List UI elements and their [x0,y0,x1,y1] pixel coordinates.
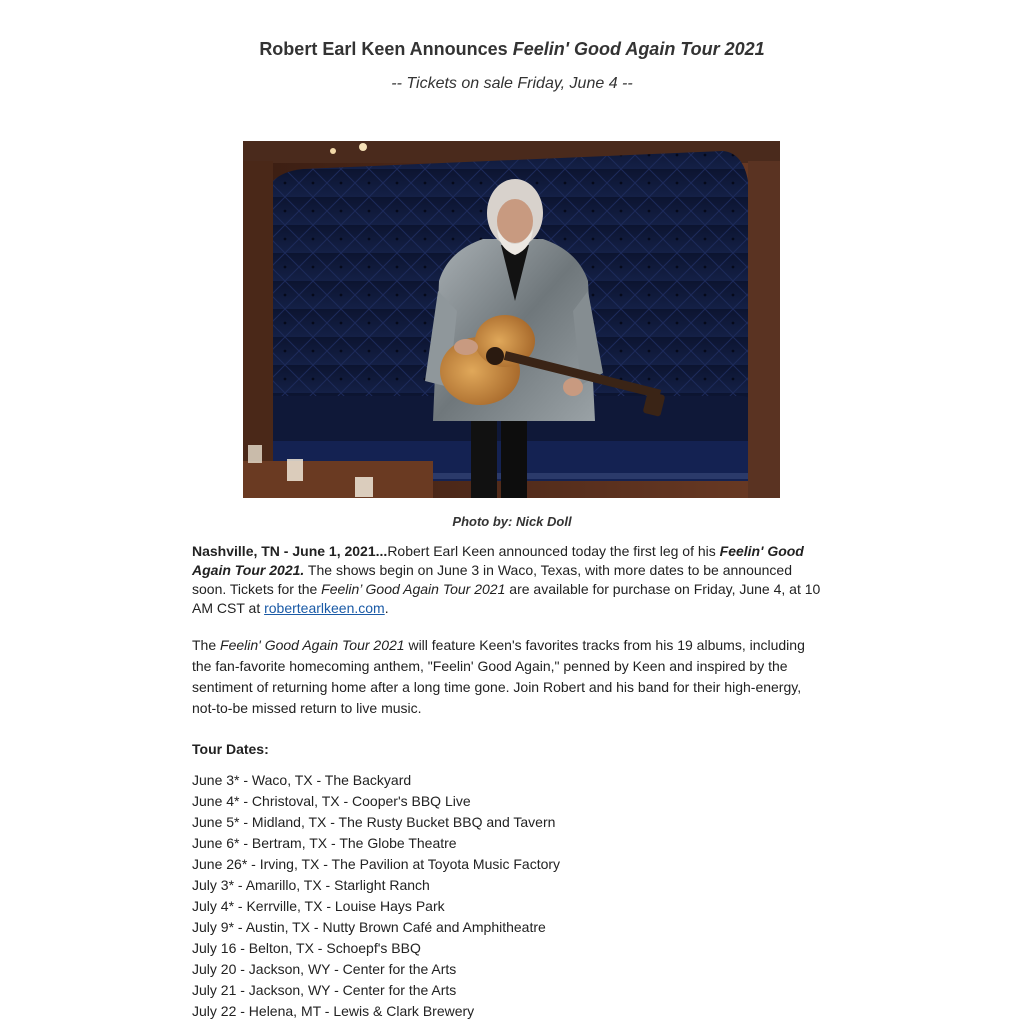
headline-prefix: Robert Earl Keen Announces [259,39,513,59]
announcement-text-2: The shows begin on June 3 in Waco, Texas, with more dates to be announced soon. Tickets for the [192,562,793,597]
headline-tour-name: Feelin' Good Again Tour 2021 [512,39,765,59]
announcement-text-3: are available for purchase on Friday, June 4, at 10 AM CST at [192,581,821,616]
announcement-text-4: . [384,600,389,616]
tour-date-item: June 4* - Christoval, TX - Cooper's BBQ Live [192,793,471,809]
tour-date-item: June 3* - Waco, TX - The Backyard [192,772,412,788]
tour-date-item: July 22 - Helena, MT - Lewis & Clark Brewery [192,1003,475,1019]
website-link[interactable]: robertearlkeen.com [264,600,385,616]
artist-photo [243,141,780,498]
headline [0,37,1024,61]
description-text-1: The [192,637,221,653]
tour-dates-heading: Tour Dates: [192,741,269,757]
description-tour-name: Feelin' Good Again Tour 2021 [220,637,405,653]
announcement-text-1: Robert Earl Keen announced today the first leg of his [387,543,720,559]
paragraph-announcement [192,542,828,618]
tour-date-item: July 3* - Amarillo, TX - Starlight Ranch [192,877,430,893]
paragraph-description [192,635,828,719]
tour-dates-list [192,770,828,1022]
tour-name-italic: Feelin’ Good Again Tour 2021 [321,581,506,597]
photo-caption: Photo by: Nick Doll [452,514,572,529]
dateline: Nashville, TN - June 1, 2021... [192,543,388,559]
tour-date-item: July 20 - Jackson, WY - Center for the Arts [192,961,457,977]
tour-date-item: June 26* - Irving, TX - The Pavilion at Toyota Music Factory [192,856,561,872]
tour-date-item: July 16 - Belton, TX - Schoepf's BBQ [192,940,421,956]
tour-date-item: July 21 - Jackson, WY - Center for the Arts [192,982,457,998]
tour-date-item: July 9* - Austin, TX - Nutty Brown Café and Amphitheatre [192,919,546,935]
tour-date-item: June 5* - Midland, TX - The Rusty Bucket BBQ and Tavern [192,814,556,830]
subhead: -- Tickets on sale Friday, June 4 -- [391,75,633,92]
tour-date-item: June 6* - Bertram, TX - The Globe Theatre [192,835,457,851]
tour-date-item: July 4* - Kerrville, TX - Louise Hays Park [192,898,445,914]
tour-name-bold: Feelin' Good Again Tour 2021. [192,543,804,578]
description-text-2: will feature Keen's favorites tracks from his 19 albums, including the fan-favorite homecoming anthem, "Feelin' Good Again," penned by Keen and inspired by the sentiment of returning home after a long time gone. Join Robert and his band for their high-energy, not-to-be missed return to live music. [192,637,805,716]
